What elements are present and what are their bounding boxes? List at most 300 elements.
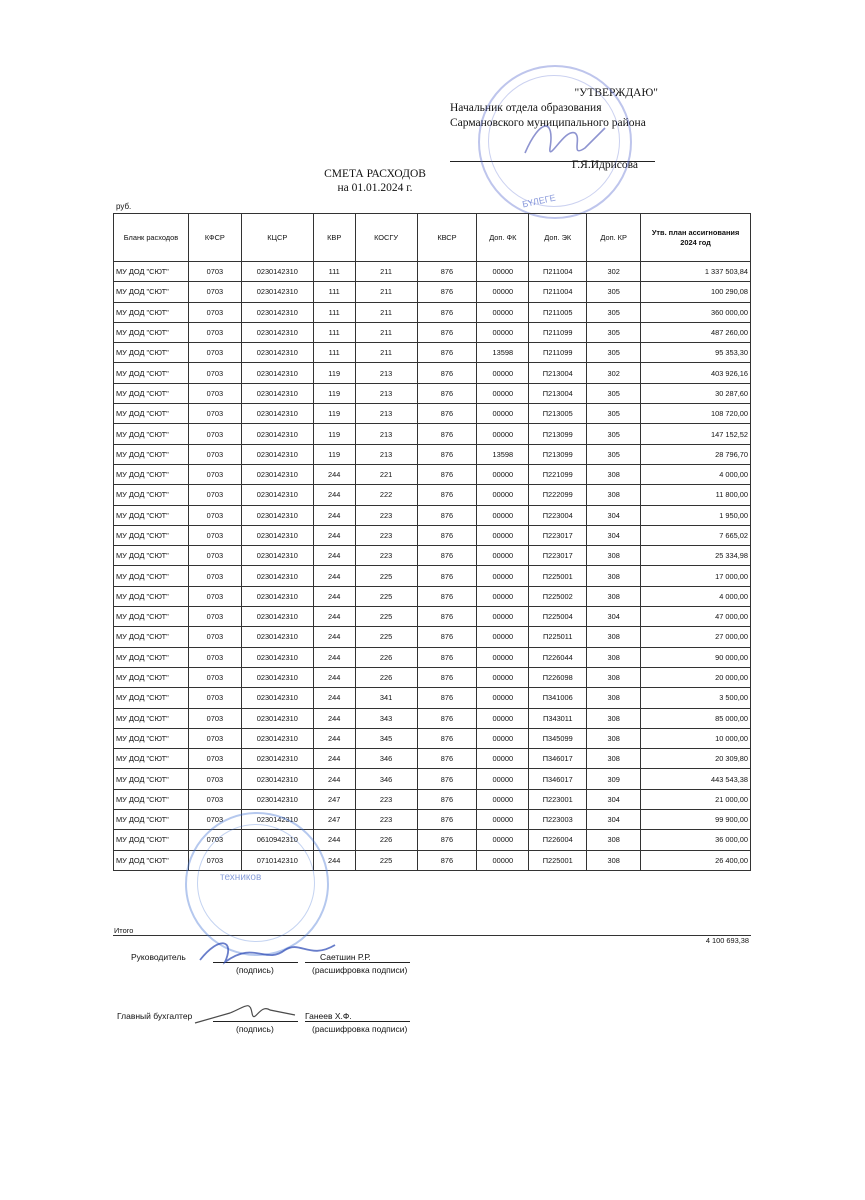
cell-kvsr: 876	[417, 302, 477, 322]
cell-kcsr: 0230142310	[241, 627, 313, 647]
table-row	[114, 424, 751, 444]
cell-kfsr: 0703	[188, 404, 241, 424]
cell-dop-fk: 00000	[477, 464, 529, 484]
cell-kvsr: 876	[417, 444, 477, 464]
cell-dop-kr: 308	[587, 830, 641, 850]
cell-dop-ek: П225004	[529, 607, 587, 627]
cell-amount: 17 000,00	[641, 566, 751, 586]
accountant-signature	[190, 995, 300, 1030]
head-signature	[195, 930, 345, 975]
cell-kvsr: 876	[417, 586, 477, 606]
cell-kfsr: 0703	[188, 830, 241, 850]
cell-kcsr: 0230142310	[241, 464, 313, 484]
cell-kvsr: 876	[417, 627, 477, 647]
cell-amount: 1 337 503,84	[641, 262, 751, 282]
cell-dop-kr: 305	[587, 444, 641, 464]
cell-kvsr: 876	[417, 282, 477, 302]
cell-kfsr: 0703	[188, 627, 241, 647]
cell-amount: 4 000,00	[641, 464, 751, 484]
cell-kvr: 244	[313, 586, 355, 606]
cell-blank: МУ ДОД "СЮТ"	[114, 830, 189, 850]
cell-kosgu: 213	[355, 404, 417, 424]
table-body	[114, 262, 751, 871]
cell-kosgu: 213	[355, 363, 417, 383]
cell-amount: 3 500,00	[641, 688, 751, 708]
cell-dop-ek: П226044	[529, 647, 587, 667]
cell-blank: МУ ДОД "СЮТ"	[114, 728, 189, 748]
cell-dop-ek: П213004	[529, 383, 587, 403]
table-row	[114, 302, 751, 322]
cell-dop-fk: 00000	[477, 302, 529, 322]
official-stamp-text: БҮЛЕГЕ	[521, 192, 557, 210]
total-label: Итого	[114, 926, 134, 935]
cell-dop-ek: П213099	[529, 424, 587, 444]
cell-blank: МУ ДОД "СЮТ"	[114, 647, 189, 667]
cell-kosgu: 341	[355, 688, 417, 708]
cell-kfsr: 0703	[188, 647, 241, 667]
table-row	[114, 363, 751, 383]
cell-amount: 1 950,00	[641, 505, 751, 525]
document-title	[250, 167, 500, 195]
cell-blank: МУ ДОД "СЮТ"	[114, 586, 189, 606]
cell-kvsr: 876	[417, 769, 477, 789]
cell-amount: 27 000,00	[641, 627, 751, 647]
header-cell: КФСР	[188, 214, 241, 262]
cell-dop-kr: 302	[587, 262, 641, 282]
cell-dop-fk: 00000	[477, 322, 529, 342]
table-row	[114, 607, 751, 627]
table-row	[114, 343, 751, 363]
cell-kcsr: 0230142310	[241, 688, 313, 708]
cell-kfsr: 0703	[188, 383, 241, 403]
table-row	[114, 566, 751, 586]
table-row	[114, 688, 751, 708]
cell-kvr: 244	[313, 464, 355, 484]
cell-blank: МУ ДОД "СЮТ"	[114, 566, 189, 586]
cell-kcsr: 0230142310	[241, 607, 313, 627]
cell-kvsr: 876	[417, 749, 477, 769]
cell-amount: 90 000,00	[641, 647, 751, 667]
organization-seal-inner	[197, 824, 315, 942]
cell-dop-ek: П226098	[529, 667, 587, 687]
cell-amount: 360 000,00	[641, 302, 751, 322]
cell-kvsr: 876	[417, 262, 477, 282]
cell-dop-kr: 304	[587, 789, 641, 809]
cell-amount: 20 309,80	[641, 749, 751, 769]
cell-kosgu: 211	[355, 282, 417, 302]
cell-dop-kr: 305	[587, 383, 641, 403]
cell-amount: 28 796,70	[641, 444, 751, 464]
cell-dop-fk: 00000	[477, 282, 529, 302]
cell-kvsr: 876	[417, 810, 477, 830]
header-cell: Доп. ФК	[477, 214, 529, 262]
cell-dop-kr: 308	[587, 627, 641, 647]
cell-dop-fk: 13598	[477, 343, 529, 363]
cell-kfsr: 0703	[188, 485, 241, 505]
cell-kosgu: 346	[355, 769, 417, 789]
cell-kosgu: 213	[355, 383, 417, 403]
table-row	[114, 282, 751, 302]
cell-kfsr: 0703	[188, 363, 241, 383]
cell-kcsr: 0230142310	[241, 444, 313, 464]
cell-kvr: 244	[313, 607, 355, 627]
cell-kvr: 111	[313, 343, 355, 363]
cell-kvr: 244	[313, 647, 355, 667]
cell-dop-fk: 00000	[477, 810, 529, 830]
head-name: Саетшин Р.Р.	[320, 952, 371, 962]
cell-kcsr: 0230142310	[241, 302, 313, 322]
table-row	[114, 728, 751, 748]
cell-dop-fk: 00000	[477, 404, 529, 424]
cell-kvsr: 876	[417, 688, 477, 708]
cell-dop-ek: П223003	[529, 810, 587, 830]
cell-dop-fk: 00000	[477, 586, 529, 606]
approval-signature	[520, 108, 610, 178]
cell-kosgu: 213	[355, 444, 417, 464]
cell-kcsr: 0230142310	[241, 424, 313, 444]
cell-kvsr: 876	[417, 830, 477, 850]
cell-kvr: 247	[313, 789, 355, 809]
cell-dop-fk: 00000	[477, 485, 529, 505]
cell-kcsr: 0230142310	[241, 667, 313, 687]
table-row	[114, 525, 751, 545]
cell-blank: МУ ДОД "СЮТ"	[114, 485, 189, 505]
cell-kosgu: 345	[355, 728, 417, 748]
accountant-decode-line	[305, 1021, 410, 1022]
cell-dop-fk: 00000	[477, 424, 529, 444]
table-row	[114, 505, 751, 525]
cell-dop-ek: П223001	[529, 789, 587, 809]
cell-amount: 99 900,00	[641, 810, 751, 830]
cell-dop-ek: П211099	[529, 322, 587, 342]
cell-amount: 147 152,52	[641, 424, 751, 444]
cell-kvr: 119	[313, 424, 355, 444]
cell-dop-fk: 00000	[477, 850, 529, 870]
cell-kvr: 244	[313, 546, 355, 566]
cell-dop-kr: 308	[587, 708, 641, 728]
cell-amount: 25 334,98	[641, 546, 751, 566]
cell-kvsr: 876	[417, 708, 477, 728]
cell-kcsr: 0230142310	[241, 383, 313, 403]
cell-dop-kr: 308	[587, 667, 641, 687]
table-row	[114, 627, 751, 647]
cell-dop-fk: 00000	[477, 262, 529, 282]
cell-kvr: 244	[313, 749, 355, 769]
cell-kfsr: 0703	[188, 810, 241, 830]
cell-dop-ek: П341006	[529, 688, 587, 708]
cell-kvsr: 876	[417, 728, 477, 748]
cell-kfsr: 0703	[188, 850, 241, 870]
cell-dop-kr: 308	[587, 566, 641, 586]
cell-kvsr: 876	[417, 363, 477, 383]
accountant-role: Главный бухгалтер	[117, 1011, 193, 1021]
cell-blank: МУ ДОД "СЮТ"	[114, 424, 189, 444]
currency-unit: руб.	[116, 202, 132, 211]
approval-district: Сармановского муниципального района	[450, 117, 646, 129]
cell-kcsr: 0230142310	[241, 363, 313, 383]
cell-kvsr: 876	[417, 850, 477, 870]
cell-kcsr: 0230142310	[241, 485, 313, 505]
cell-dop-fk: 00000	[477, 830, 529, 850]
cell-kfsr: 0703	[188, 464, 241, 484]
cell-dop-ek: П225011	[529, 627, 587, 647]
cell-blank: МУ ДОД "СЮТ"	[114, 404, 189, 424]
cell-kvsr: 876	[417, 546, 477, 566]
approval-name: Г.Я.Идрисова	[571, 159, 638, 171]
cell-kvr: 244	[313, 708, 355, 728]
cell-kosgu: 211	[355, 322, 417, 342]
cell-dop-fk: 00000	[477, 363, 529, 383]
cell-dop-ek: П222099	[529, 485, 587, 505]
cell-kfsr: 0703	[188, 505, 241, 525]
cell-kvr: 244	[313, 566, 355, 586]
cell-dop-ek: П223017	[529, 546, 587, 566]
cell-kosgu: 225	[355, 627, 417, 647]
cell-blank: МУ ДОД "СЮТ"	[114, 627, 189, 647]
cell-kosgu: 225	[355, 607, 417, 627]
approval-heading: "УТВЕРЖДАЮ"	[574, 87, 658, 99]
cell-dop-ek: П346017	[529, 749, 587, 769]
head-sign-caption: (подпись)	[236, 965, 274, 975]
cell-blank: МУ ДОД "СЮТ"	[114, 322, 189, 342]
cell-amount: 10 000,00	[641, 728, 751, 748]
table-row	[114, 444, 751, 464]
cell-dop-ek: П225002	[529, 586, 587, 606]
cell-dop-ek: П211099	[529, 343, 587, 363]
cell-dop-ek: П225001	[529, 850, 587, 870]
header-cell: Бланк расходов	[114, 214, 189, 262]
cell-kosgu: 222	[355, 485, 417, 505]
cell-dop-ek: П211005	[529, 302, 587, 322]
table-row	[114, 769, 751, 789]
cell-dop-kr: 308	[587, 546, 641, 566]
cell-amount: 403 926,16	[641, 363, 751, 383]
cell-dop-kr: 305	[587, 343, 641, 363]
cell-amount: 30 287,60	[641, 383, 751, 403]
cell-dop-kr: 308	[587, 464, 641, 484]
cell-dop-kr: 308	[587, 586, 641, 606]
cell-kfsr: 0703	[188, 322, 241, 342]
cell-dop-fk: 00000	[477, 607, 529, 627]
cell-blank: МУ ДОД "СЮТ"	[114, 444, 189, 464]
cell-amount: 21 000,00	[641, 789, 751, 809]
table-row	[114, 667, 751, 687]
cell-kvr: 119	[313, 383, 355, 403]
cell-dop-ek: П345099	[529, 728, 587, 748]
cell-blank: МУ ДОД "СЮТ"	[114, 302, 189, 322]
organization-seal-text: техников	[220, 872, 262, 883]
cell-kfsr: 0703	[188, 302, 241, 322]
cell-blank: МУ ДОД "СЮТ"	[114, 688, 189, 708]
cell-kcsr: 0230142310	[241, 322, 313, 342]
cell-dop-ek: П226004	[529, 830, 587, 850]
cell-kosgu: 225	[355, 586, 417, 606]
header-cell: КВСР	[417, 214, 477, 262]
table-row	[114, 404, 751, 424]
cell-kvsr: 876	[417, 667, 477, 687]
head-decode-caption: (расшифровка подписи)	[312, 965, 408, 975]
cell-kvr: 111	[313, 282, 355, 302]
cell-dop-kr: 305	[587, 302, 641, 322]
cell-kvr: 244	[313, 850, 355, 870]
cell-dop-kr: 304	[587, 525, 641, 545]
cell-kvsr: 876	[417, 424, 477, 444]
cell-blank: МУ ДОД "СЮТ"	[114, 708, 189, 728]
cell-kfsr: 0703	[188, 728, 241, 748]
table-row	[114, 647, 751, 667]
cell-dop-ek: П221099	[529, 464, 587, 484]
cell-dop-fk: 00000	[477, 627, 529, 647]
cell-kfsr: 0703	[188, 282, 241, 302]
cell-blank: МУ ДОД "СЮТ"	[114, 789, 189, 809]
cell-blank: МУ ДОД "СЮТ"	[114, 667, 189, 687]
cell-dop-kr: 305	[587, 424, 641, 444]
header-cell: КОСГУ	[355, 214, 417, 262]
cell-blank: МУ ДОД "СЮТ"	[114, 850, 189, 870]
cell-kosgu: 343	[355, 708, 417, 728]
cell-kosgu: 223	[355, 546, 417, 566]
cell-dop-fk: 00000	[477, 566, 529, 586]
cell-dop-kr: 308	[587, 485, 641, 505]
cell-kcsr: 0230142310	[241, 546, 313, 566]
table-row	[114, 546, 751, 566]
cell-amount: 4 000,00	[641, 586, 751, 606]
table-row	[114, 262, 751, 282]
table-row	[114, 586, 751, 606]
header-cell: КЦСР	[241, 214, 313, 262]
accountant-sign-caption: (подпись)	[236, 1024, 274, 1034]
cell-kosgu: 211	[355, 262, 417, 282]
cell-kosgu: 225	[355, 850, 417, 870]
cell-kvsr: 876	[417, 485, 477, 505]
cell-kosgu: 211	[355, 302, 417, 322]
cell-kfsr: 0703	[188, 749, 241, 769]
cell-blank: МУ ДОД "СЮТ"	[114, 464, 189, 484]
cell-kfsr: 0703	[188, 586, 241, 606]
cell-dop-kr: 308	[587, 647, 641, 667]
cell-kcsr: 0230142310	[241, 282, 313, 302]
cell-kvsr: 876	[417, 566, 477, 586]
cell-kvr: 119	[313, 404, 355, 424]
cell-dop-ek: П225001	[529, 566, 587, 586]
cell-amount: 11 800,00	[641, 485, 751, 505]
cell-kosgu: 223	[355, 789, 417, 809]
cell-kosgu: 223	[355, 505, 417, 525]
cell-kcsr: 0230142310	[241, 262, 313, 282]
cell-dop-kr: 308	[587, 688, 641, 708]
cell-kvr: 244	[313, 525, 355, 545]
cell-kvsr: 876	[417, 505, 477, 525]
cell-kfsr: 0703	[188, 262, 241, 282]
accountant-decode-caption: (расшифровка подписи)	[312, 1024, 408, 1034]
cell-amount: 20 000,00	[641, 667, 751, 687]
cell-dop-kr: 305	[587, 404, 641, 424]
cell-kvsr: 876	[417, 343, 477, 363]
cell-kosgu: 346	[355, 749, 417, 769]
header-cell: Доп. КР	[587, 214, 641, 262]
cell-kcsr: 0610942310	[241, 830, 313, 850]
cell-kcsr: 0230142310	[241, 708, 313, 728]
cell-kvr: 247	[313, 810, 355, 830]
cell-kosgu: 221	[355, 464, 417, 484]
cell-kcsr: 0230142310	[241, 749, 313, 769]
total-value: 4 100 693,38	[705, 936, 749, 945]
header-cell: Доп. ЭК	[529, 214, 587, 262]
cell-dop-fk: 13598	[477, 444, 529, 464]
cell-dop-kr: 304	[587, 810, 641, 830]
cell-dop-fk: 00000	[477, 383, 529, 403]
cell-amount: 487 260,00	[641, 322, 751, 342]
table-row	[114, 383, 751, 403]
cell-kfsr: 0703	[188, 607, 241, 627]
cell-amount: 85 000,00	[641, 708, 751, 728]
cell-kvr: 244	[313, 627, 355, 647]
cell-blank: МУ ДОД "СЮТ"	[114, 607, 189, 627]
cell-kcsr: 0230142310	[241, 769, 313, 789]
cell-dop-ek: П343011	[529, 708, 587, 728]
cell-kvr: 244	[313, 688, 355, 708]
cell-kcsr: 0710142310	[241, 850, 313, 870]
cell-kvsr: 876	[417, 525, 477, 545]
table-row	[114, 810, 751, 830]
cell-dop-ek: П346017	[529, 769, 587, 789]
cell-blank: МУ ДОД "СЮТ"	[114, 769, 189, 789]
cell-dop-kr: 309	[587, 769, 641, 789]
cell-kcsr: 0230142310	[241, 647, 313, 667]
cell-kosgu: 226	[355, 667, 417, 687]
cell-kvr: 244	[313, 505, 355, 525]
cell-dop-ek: П213099	[529, 444, 587, 464]
cell-kvsr: 876	[417, 404, 477, 424]
cell-kcsr: 0230142310	[241, 789, 313, 809]
table-row	[114, 789, 751, 809]
table-row	[114, 464, 751, 484]
cell-kosgu: 225	[355, 566, 417, 586]
cell-kvsr: 876	[417, 322, 477, 342]
cell-kfsr: 0703	[188, 424, 241, 444]
cell-kcsr: 0230142310	[241, 586, 313, 606]
cell-dop-kr: 305	[587, 282, 641, 302]
cell-dop-ek: П211004	[529, 262, 587, 282]
cell-amount: 7 665,02	[641, 525, 751, 545]
cell-dop-fk: 00000	[477, 769, 529, 789]
cell-kcsr: 0230142310	[241, 810, 313, 830]
cell-dop-kr: 308	[587, 728, 641, 748]
cell-kfsr: 0703	[188, 546, 241, 566]
cell-kvr: 111	[313, 262, 355, 282]
title-main: СМЕТА РАСХОДОВ	[324, 168, 426, 180]
cell-blank: МУ ДОД "СЮТ"	[114, 343, 189, 363]
cell-kfsr: 0703	[188, 769, 241, 789]
title-date: на 01.01.2024 г.	[337, 182, 413, 194]
cell-kvr: 244	[313, 667, 355, 687]
cell-kfsr: 0703	[188, 667, 241, 687]
header-cell: КВР	[313, 214, 355, 262]
cell-kvsr: 876	[417, 607, 477, 627]
cell-dop-fk: 00000	[477, 525, 529, 545]
cell-dop-kr: 304	[587, 607, 641, 627]
cell-blank: МУ ДОД "СЮТ"	[114, 262, 189, 282]
cell-kcsr: 0230142310	[241, 728, 313, 748]
cell-blank: МУ ДОД "СЮТ"	[114, 505, 189, 525]
cell-blank: МУ ДОД "СЮТ"	[114, 383, 189, 403]
cell-dop-kr: 302	[587, 363, 641, 383]
cell-kosgu: 223	[355, 525, 417, 545]
cell-kvr: 244	[313, 769, 355, 789]
cell-dop-fk: 00000	[477, 647, 529, 667]
cell-amount: 95 353,30	[641, 343, 751, 363]
cell-kosgu: 213	[355, 424, 417, 444]
